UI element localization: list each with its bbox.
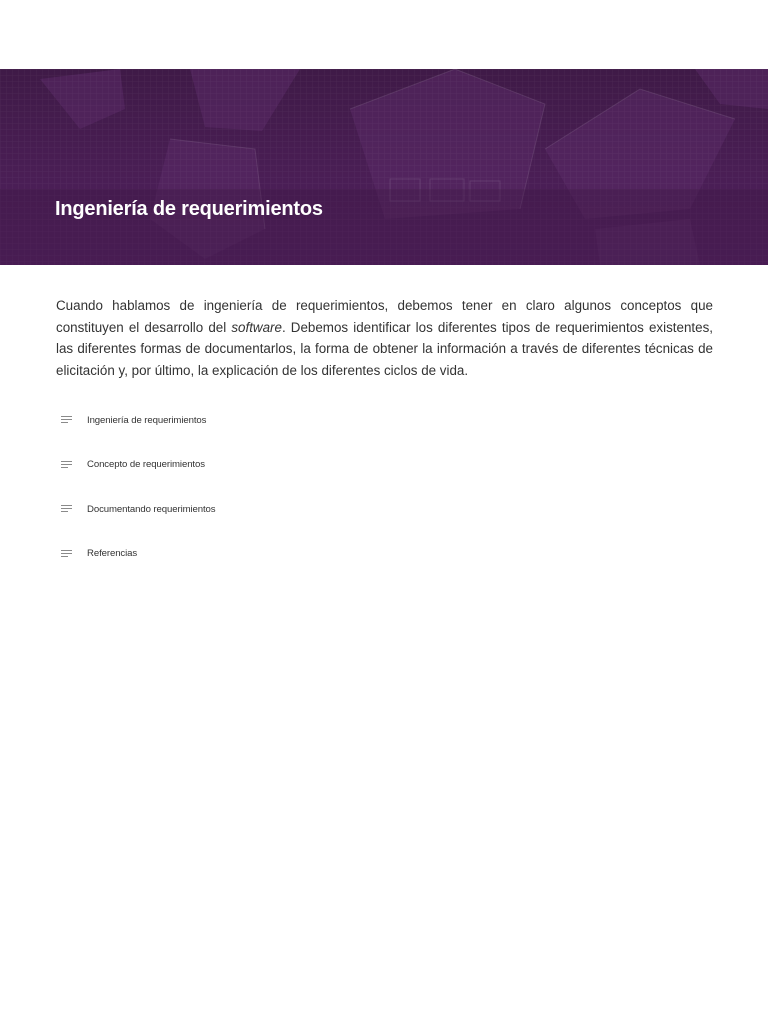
toc-item[interactable]: [60, 409, 460, 431]
intro-paragraph: [56, 295, 713, 381]
toc-item[interactable]: [60, 543, 460, 565]
list-lines-icon: [60, 549, 74, 559]
list-lines-icon: [60, 504, 74, 514]
toc-item-label: Documentando requerimientos: [87, 503, 216, 515]
intro-text-start: Cuando hablamos de ingeniería de requerimientos, debemos tener en claro algunos conceptos que constituyen el desarrollo del: [56, 298, 713, 335]
toc-item-label: Referencias: [87, 548, 138, 559]
page-title: Ingeniería de requerimientos: [55, 198, 323, 220]
list-lines-icon: [60, 415, 74, 425]
toc-item-label: Concepto de requerimientos: [87, 459, 205, 470]
hero-banner: [0, 69, 768, 265]
intro-text-italic: software: [231, 319, 282, 335]
intro-text-end: . Debemos identificar los diferentes tipos de requerimientos existentes, las diferentes formas de documentarlos, la forma de obtener la información a través de diferentes técnicas de elicitación y, por último, la explicación de los diferentes ciclos de vida.: [56, 319, 713, 378]
table-of-contents: [60, 409, 460, 587]
list-lines-icon: [60, 460, 74, 470]
toc-item-label: Ingeniería de requerimientos: [87, 414, 207, 426]
hero-background-image: [0, 69, 768, 265]
toc-item[interactable]: [60, 498, 460, 520]
toc-item[interactable]: [60, 454, 460, 476]
